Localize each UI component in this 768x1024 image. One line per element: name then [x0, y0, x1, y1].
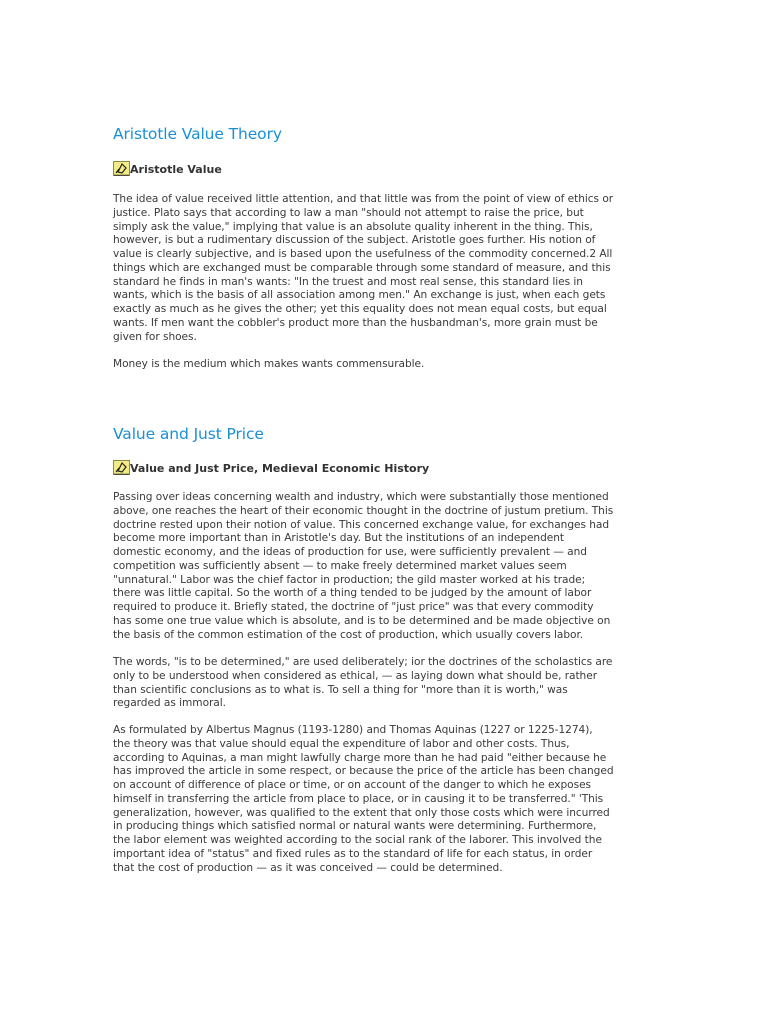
paragraph-just-price-2: The words, "is to be determined," are used deliberately; ior the doctrines of the scholastics are only to be understood when considered as ethical, — as laying down what should be, rather than scientific conclusions as to what is. To sell a thing for "more than it is worth," was regarded as immoral. [113, 656, 613, 710]
q-and-a-icon [113, 460, 130, 475]
subheading-value-just-price [113, 460, 429, 475]
subheading-label: Value and Just Price, Medieval Economic History [130, 462, 430, 475]
paragraph-just-price-3: As formulated by Albertus Magnus (1193-1280) and Thomas Aquinas (1227 or 1225-1274), the theory was that value should equal the expenditure of labor and other costs. Thus, according to Aquinas, a man might lawfully charge more than he had paid "either because he has improved the article in some respect, or because the price of the article has been changed on account of difference of place or time, or on account of the danger to which he exposes himself in transferring the article from place to place, or in causing it to be transferred." 'This generalization, however, was qualified to the extent that only those costs which were incurred in producing things which satisfied normal or natural wants were determining. Furthermore, the labor element was weighted according to the social rank of the laborer. This involved the important idea of "status" and fixed rules as to the standard of life for each status, in order that the cost of production — as it was conceived — could be determined. [113, 724, 614, 874]
subheading-aristotle-value [113, 161, 222, 176]
section-title-aristotle-value-theory: Aristotle Value Theory [113, 125, 282, 143]
paragraph-just-price-1: Passing over ideas concerning wealth and industry, which were substantially those mentioned above, one reaches the heart of their economic thought in the doctrine of justum pretium. This doctrine rested upon their notion of value. This concerned exchange value, for exchanges had become more important than in Aristotle's day. But the institutions of an independent domestic economy, and the ideas of production for use, were sufficiently prevalent — and competition was sufficiently absent — to make freely determined market values seem "unnatural." Labor was the chief factor in production; the gild master worked at his trade; there was little capital. So the worth of a thing tended to be judged by the amount of labor required to produce it. Briefly stated, the doctrine of "just price" was that every commodity has some one true value which is absolute, and is to be determined and be made objective on the basis of the common estimation of the cost of production, which usually covers labor. [113, 491, 614, 641]
paragraph-aristotle-2: Money is the medium which makes wants commensurable. [113, 358, 425, 370]
subheading-label: Aristotle Value [130, 163, 222, 176]
section-title-value-and-just-price: Value and Just Price [113, 425, 264, 443]
paragraph-aristotle-1: The idea of value received little attention, and that little was from the point of view of ethics or justice. Plato says that according to law a man "should not attempt to raise the price, but simply ask the value," implying that value is an absolute quality inherent in the thing. This, however, is but a rudimentary discussion of the subject. Aristotle goes further. His notion of value is clearly subjective, and is based upon the usefulness of the commodity concerned.2 All things which are exchanged must be comparable through some standard of measure, and this standard he finds in man's wants: "In the truest and most real sense, this standard lies in wants, which is the basis of all association among men." An exchange is just, when each gets exactly as much as he gives the other; yet this equality does not mean equal costs, but equal wants. If men want the cobbler's product more than the husbandman's, more grain must be given for shoes. [113, 193, 614, 343]
q-and-a-icon [113, 161, 130, 176]
